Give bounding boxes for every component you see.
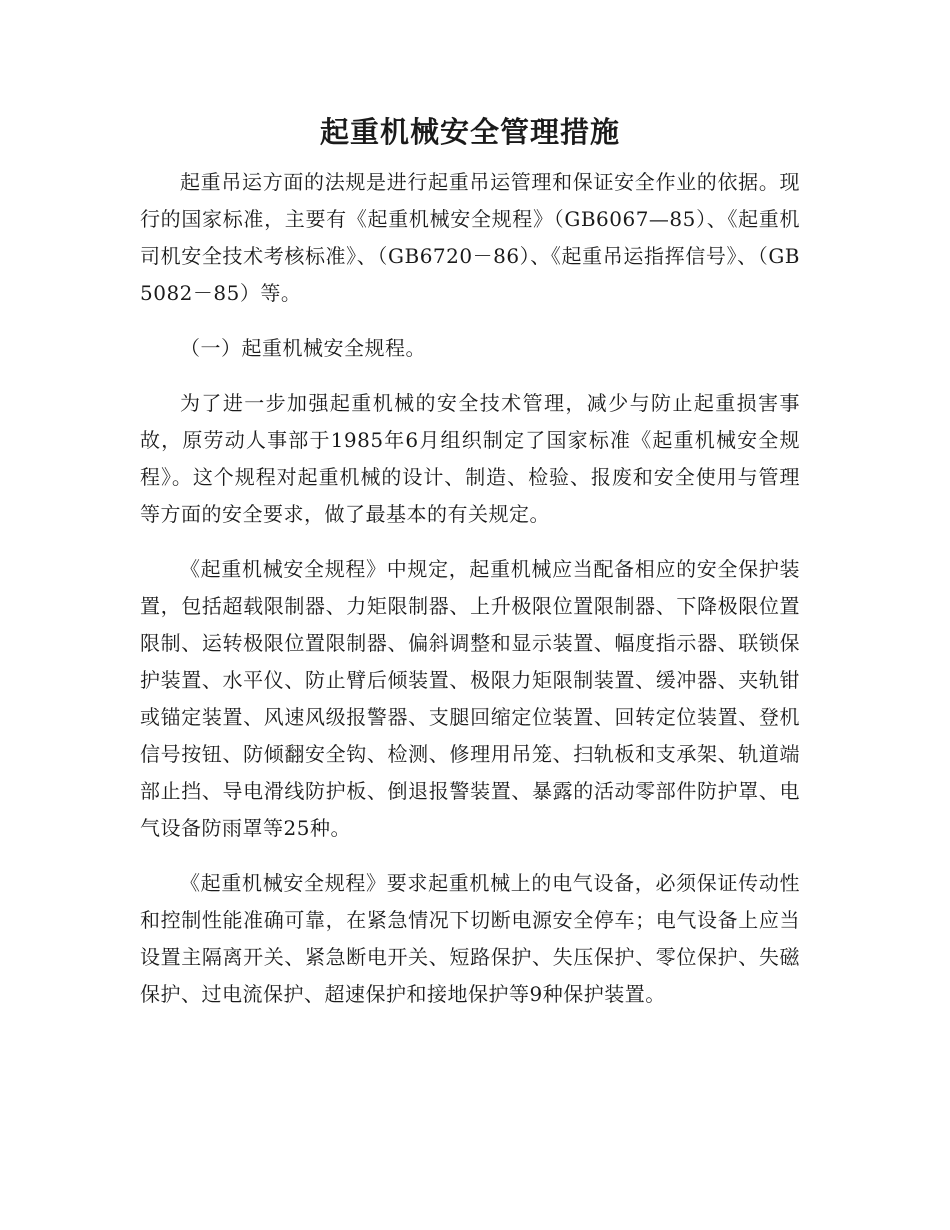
paragraph-electrical-requirements: 《起重机械安全规程》要求起重机械上的电气设备，必须保证传动性和控制性能准确可靠，在紧急情况下切断电源安全停车；电气设备上应当设置主隔离开关、紧急断电开关、短路保护、失压保护、零位保护、失磁保护、过电流保护、超速保护和接地保护等9种保护装置。 [140,871,800,1006]
section-heading-1: （一）起重机械安全规程。 [180,336,426,360]
document-title: 起重机械安全管理措施 [319,115,620,149]
paragraph-background: 为了进一步加强起重机械的安全技术管理，减少与防止起重损害事故，原劳动人事部于1985年6月组织制定了国家标准《起重机械安全规程》。这个规程对起重机械的设计、制造、检验、报废和安全使用与管理等方面的安全要求，做了最基本的有关规定。 [140,391,800,526]
paragraph-protection-devices: 《起重机械安全规程》中规定，起重机械应当配备相应的安全保护装置，包括超载限制器、力矩限制器、上升极限位置限制器、下降极限位置限制、运转极限位置限制器、偏斜调整和显示装置、幅度指示器、联锁保护装置、水平仪、防止臂后倾装置、极限力矩限制装置、缓冲器、夹轨钳或锚定装置、风速风级报警器、支腿回缩定位装置、回转定位装置、登机信号按钮、防倾翻安全钩、检测、修理用吊笼、扫轨板和支承架、轨道端部止挡、导电滑线防护板、倒退报警装置、暴露的活动零部件防护罩、电气设备防雨罩等25种。 [140,557,800,840]
paragraph-intro: 起重吊运方面的法规是进行起重吊运管理和保证安全作业的依据。现行的国家标准，主要有《起重机械安全规程》（GB6067—85）、《起重机司机安全技术考核标准》、（GB6720－86）、《起重吊运指挥信号》、（GB5082－85）等。 [140,170,800,305]
